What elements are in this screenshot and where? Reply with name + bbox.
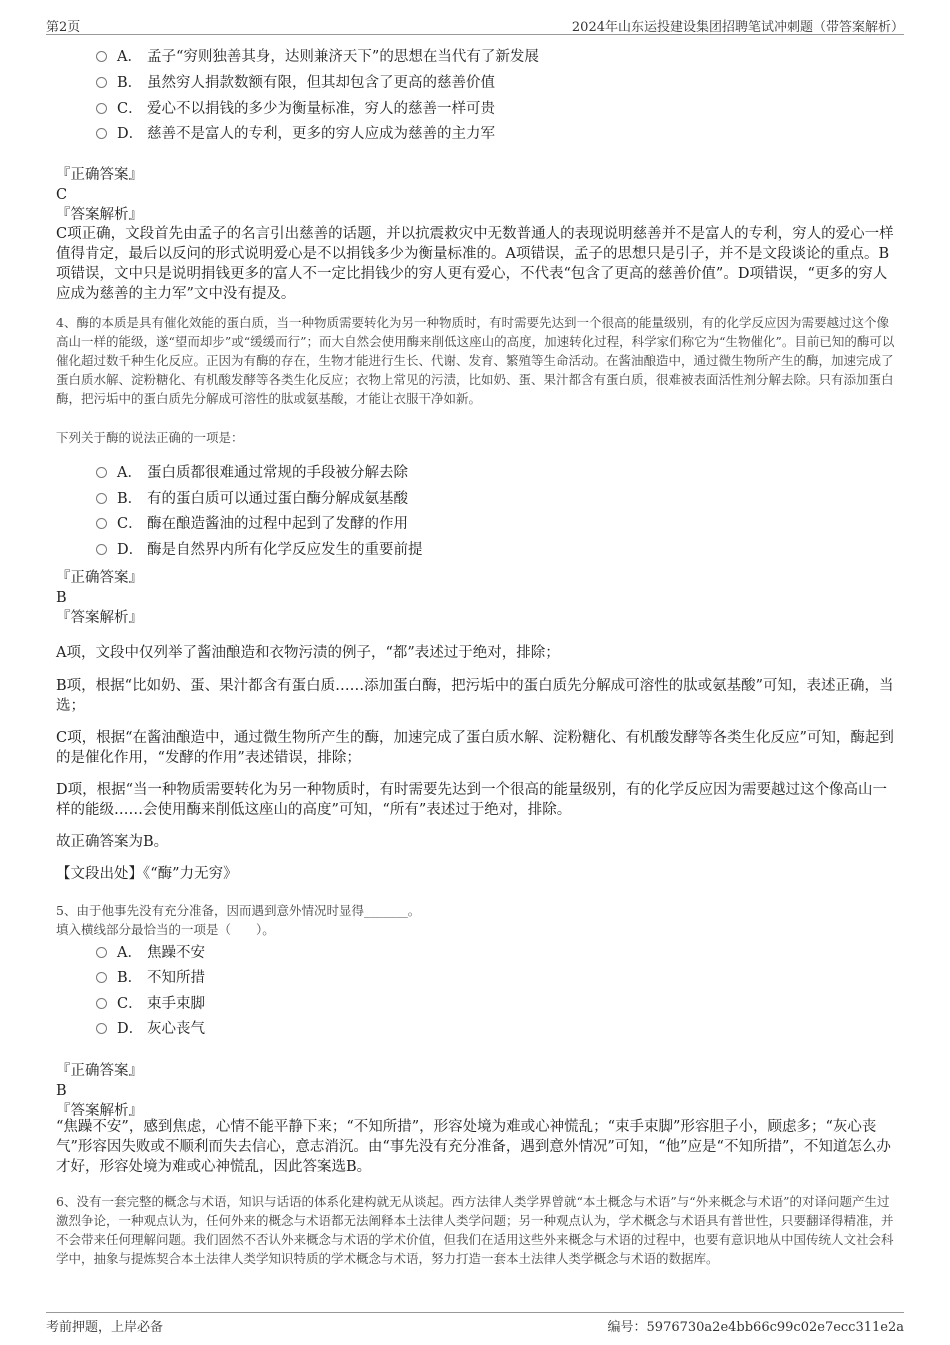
- q5-option-a[interactable]: A． 焦躁不安: [96, 943, 205, 963]
- radio-icon[interactable]: [96, 493, 107, 504]
- q3-option-c[interactable]: C． 爱心不以捐钱的多少为衡量标准，穷人的慈善一样可贵: [96, 99, 495, 119]
- q4-option-b[interactable]: B． 有的蛋白质可以通过蛋白酶分解成氨基酸: [96, 489, 408, 509]
- q6-stem: 6、没有一套完整的概念与术语，知识与话语的体系化建构就无从谈起。西方法律人类学界曾就“本土概念与术语”与“外来概念与术语”的对译问题产生过激烈争论，一种观点认为，任何外来的概念与术语都无法阐释本土法律人类学问题；另一种观点认为，学术概念与术语具有普世性，只要翻译得精准，并不会带来任何理解问题。我们固然不否认外来概念与术语的学术价值，但我们在适用这些外来概念与术语的过程中，也要有意识地从中国传统人文社会科学中，抽象与提炼契合本土法律人类学知识特质的学术概念与术语，努力打造一套本土法律人类学概念与术语的数据库。: [56, 1194, 894, 1266]
- q3-option-d[interactable]: D． 慈善不是富人的专利，更多的穷人应成为慈善的主力军: [96, 124, 495, 144]
- q4-stem: 4、酶的本质是具有催化效能的蛋白质，当一种物质需要转化为另一种物质时，有时需要先达到一个很高的能量级别，有的化学反应因为需要越过这个像高山一样的能级，遂“望而却步”或“缓缓而行”；而大自然会使用酶来削低这座山的高度，加速转化过程，科学家们称它为“生物催化”。目前已知的酶可以催化超过数千种生化反应。正因为有酶的存在，生物才能进行生长、代谢、发育、繁殖等生命活动。在酱油酿造中，通过微生物所产生的酶，加速完成了蛋白质水解、淀粉糖化、有机酸发酵等各类生化反应；衣物上常见的污渍，比如奶、蛋、果汁都含有蛋白质，很难被表面活性剂分解去除。只有添加蛋白酶，把污垢中的蛋白质先分解成可溶性的肽或氨基酸，才能让衣服干净如新。: [56, 315, 895, 406]
- page-footer: [46, 1312, 904, 1336]
- q4-source: 【文段出处】《“酶”力无穷》: [56, 866, 238, 882]
- page-header: [46, 14, 904, 35]
- q5-option-c[interactable]: C． 束手束脚: [96, 994, 205, 1014]
- q4-analysis-label: 『答案解析』: [56, 610, 143, 626]
- q4-conclusion: 故正确答案为B。: [56, 834, 169, 850]
- document-title: 2024年山东运投建设集团招聘笔试冲刺题（带答案解析）: [571, 20, 904, 35]
- radio-icon[interactable]: [96, 128, 107, 139]
- q4-option-d[interactable]: D． 酶是自然界内所有化学反应发生的重要前提: [96, 540, 423, 560]
- q4-answer: B: [56, 590, 67, 606]
- q4-analysis-d: D项，根据“当一种物质需要转化为另一种物质时，有时需要先达到一个很高的能量级别，有的化学反应因为需要越过这个像高山一样的能级……会使用酶来削低这座山的高度”可知，“所有”表述过于绝对，排除。: [56, 782, 888, 818]
- radio-icon[interactable]: [96, 947, 107, 958]
- q5-answer: B: [56, 1083, 67, 1099]
- q3-answer-label: 『正确答案』: [56, 167, 143, 183]
- q5-option-d[interactable]: D． 灰心丧气: [96, 1019, 205, 1039]
- radio-icon[interactable]: [96, 544, 107, 555]
- q3-analysis-label: 『答案解析』: [56, 207, 143, 223]
- q5-analysis: “焦躁不安”，感到焦虑，心情不能平静下来；“不知所措”，形容处境为难或心神慌乱；“束手束脚”形容胆子小，顾虑多；“灰心丧气”形容因失败或不顺利而失去信心，意志消沉。由“事先没有充分准备，遇到意外情况”可知，“他”应是“不知所措”，不知道怎么办才好，形容处境为难或心神慌乱，因此答案选B。: [56, 1119, 891, 1175]
- q5-answer-label: 『正确答案』: [56, 1063, 143, 1079]
- radio-icon[interactable]: [96, 972, 107, 983]
- q4-analysis-a: A项，文段中仅列举了酱油酿造和衣物污渍的例子，“都”表述过于绝对，排除；: [56, 645, 560, 661]
- radio-icon[interactable]: [96, 103, 107, 114]
- radio-icon[interactable]: [96, 77, 107, 88]
- page-number: 第2页: [46, 20, 81, 35]
- q5-analysis-label: 『答案解析』: [56, 1103, 143, 1119]
- q4-prompt: 下列关于酶的说法正确的一项是：: [56, 430, 244, 445]
- q4-analysis-c: C项，根据“在酱油酿造中，通过微生物所产生的酶，加速完成了蛋白质水解、淀粉糖化、有机酸发酵等各类生化反应”可知，酶起到的是催化作用，“发酵的作用”表述错误，排除；: [56, 730, 894, 766]
- q5-option-b[interactable]: B． 不知所措: [96, 968, 205, 988]
- q4-answer-label: 『正确答案』: [56, 570, 143, 586]
- q4-analysis-b: B项，根据“比如奶、蛋、果汁都含有蛋白质……添加蛋白酶，把污垢中的蛋白质先分解成可溶性的肽或氨基酸”可知，表述正确，当选；: [56, 678, 894, 714]
- radio-icon[interactable]: [96, 998, 107, 1009]
- q5-prompt: 填入横线部分最恰当的一项是（ ）。: [56, 922, 275, 937]
- radio-icon[interactable]: [96, 518, 107, 529]
- q5-stem: 5、由于他事先没有充分准备，因而遇到意外情况时显得_______。: [56, 903, 421, 918]
- q4-option-c[interactable]: C． 酶在酿造酱油的过程中起到了发酵的作用: [96, 514, 408, 534]
- q3-option-b[interactable]: B． 虽然穷人捐款数额有限，但其却包含了更高的慈善价值: [96, 73, 495, 93]
- radio-icon[interactable]: [96, 1023, 107, 1034]
- q3-option-a[interactable]: A． 孟子“穷则独善其身，达则兼济天下”的思想在当代有了新发展: [96, 47, 539, 67]
- radio-icon[interactable]: [96, 51, 107, 62]
- q4-option-a[interactable]: A． 蛋白质都很难通过常规的手段被分解去除: [96, 463, 408, 483]
- q3-analysis: C项正确，文段首先由孟子的名言引出慈善的话题，并以抗震救灾中无数普通人的表现说明慈善并不是富人的专利，穷人的爱心一样值得肯定，最后以反问的形式说明爱心是不以捐钱多少为衡量标准的。A项错误，孟子的思想只是引子，并不是文段谈论的重点。B项错误，文中只是说明捐钱更多的富人不一定比捐钱少的穷人更有爱心，不代表“包含了更高的慈善价值”。D项错误，“更多的穷人应成为慈善的主力军”文中没有提及。: [56, 226, 894, 302]
- footer-slogan: 考前押题，上岸必备: [46, 1320, 164, 1335]
- document-id: 编号：5976730a2e4bb66c99c02e7ecc311e2a: [607, 1320, 904, 1335]
- q3-answer: C: [56, 187, 68, 203]
- radio-icon[interactable]: [96, 467, 107, 478]
